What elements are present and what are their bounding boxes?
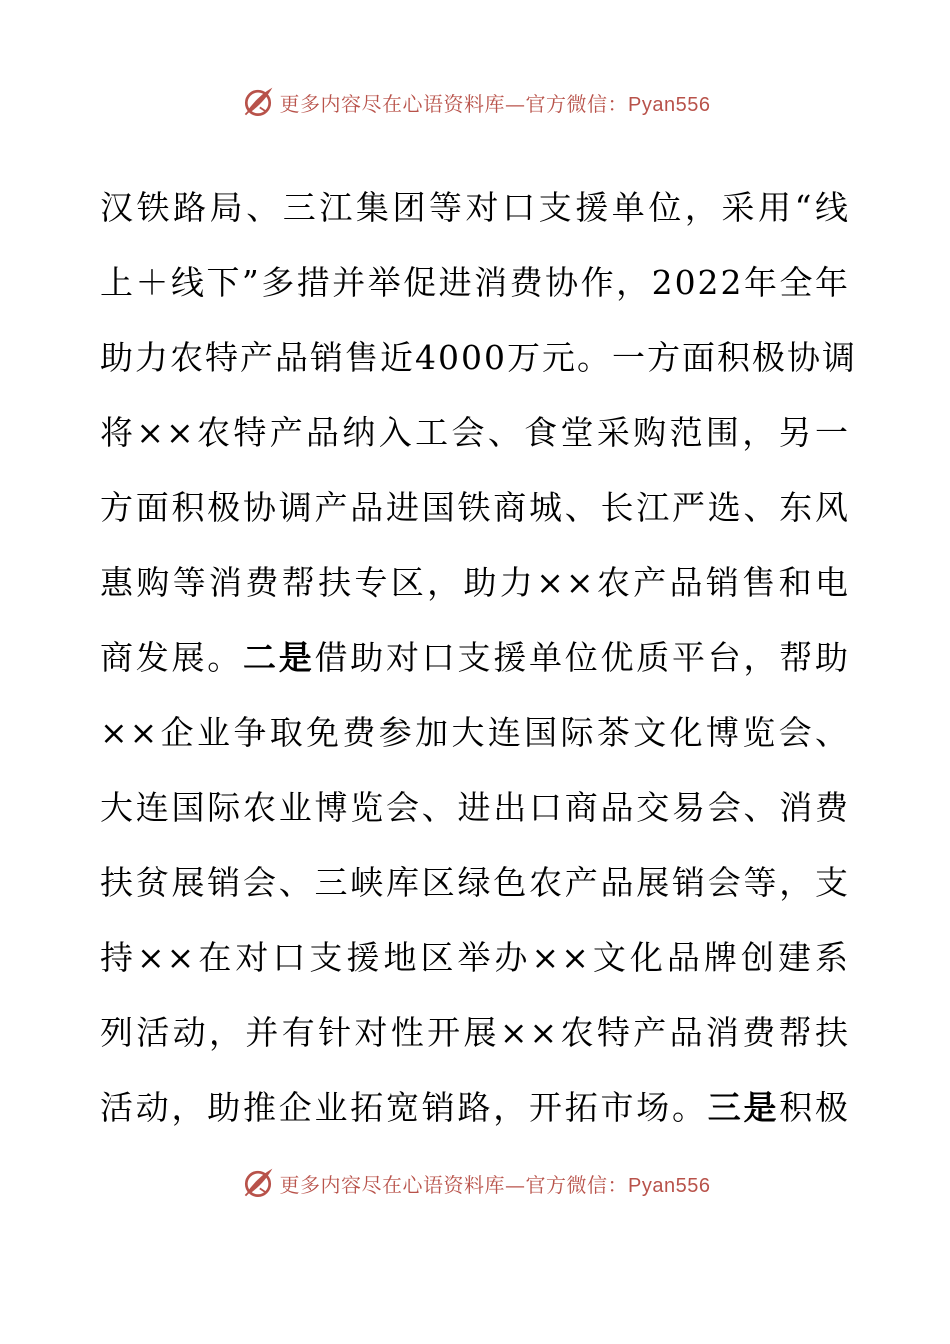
footer-banner-text	[280, 1169, 711, 1198]
quill-pen-logo-icon	[240, 1165, 276, 1201]
text-line-4	[100, 395, 850, 470]
text-line-6	[100, 545, 850, 620]
footer-banner-message: 更多内容尽在心语资料库—官方微信：	[279, 1172, 629, 1197]
text-line-13-part-3: 积极	[779, 1088, 850, 1127]
text-line-8-part-1: ××企业争取免费参加大连国际茶文化博览会、	[100, 713, 850, 752]
text-line-6-part-1: 惠购等消费帮扶专区，助力××农产品销售和电	[100, 563, 850, 602]
text-line-5	[100, 470, 850, 545]
footer-banner-contact: Pyan556	[628, 1174, 711, 1197]
text-line-1-part-1: 汉铁路局、三江集团等对口支援单位，采用“线	[100, 188, 850, 227]
text-line-7-part-1: 商发展。	[100, 638, 243, 677]
text-line-13-part-1: 活动，助推企业拓宽销路，开拓市场。	[100, 1088, 708, 1127]
text-line-8	[100, 695, 850, 770]
text-line-10-part-1: 扶贫展销会、三峡库区绿色农产品展销会等，支	[100, 863, 850, 902]
text-line-9-part-1: 大连国际农业博览会、进出口商品交易会、消费	[100, 788, 850, 827]
text-line-12	[100, 995, 850, 1070]
text-line-2	[100, 245, 850, 320]
section-marker-two: 二是	[243, 638, 315, 677]
text-line-7	[100, 620, 850, 695]
text-line-5-part-1: 方面积极协调产品进国铁商城、长江严选、东风	[100, 488, 850, 527]
section-marker-three: 三是	[707, 1088, 780, 1127]
text-line-11-part-1: 持××在对口支援地区举办××文化品牌创建系	[100, 938, 850, 977]
text-line-10	[100, 845, 850, 920]
header-banner-message: 更多内容尽在心语资料库—官方微信：	[279, 91, 629, 116]
text-line-7-part-3: 借助对口支援单位优质平台，帮助	[314, 638, 850, 677]
text-line-12-part-1: 列活动，并有针对性开展××农特产品消费帮扶	[100, 1013, 850, 1052]
quill-pen-logo-icon	[240, 84, 276, 120]
text-line-9	[100, 770, 850, 845]
footer-banner	[0, 1163, 950, 1203]
header-banner-text	[280, 88, 711, 117]
text-line-2-part-1: 上＋线下”多措并举促进消费协作，2022年全年	[100, 263, 850, 302]
header-banner	[0, 82, 950, 122]
text-line-13	[100, 1070, 850, 1145]
text-line-11	[100, 920, 850, 995]
text-line-3	[100, 320, 857, 395]
text-line-3-part-1: 助力农特产品销售近4000万元。一方面积极协调	[100, 338, 857, 377]
header-banner-contact: Pyan556	[628, 93, 711, 116]
text-line-4-part-1: 将××农特产品纳入工会、食堂采购范围，另一	[100, 413, 850, 452]
document-body	[100, 170, 857, 1145]
text-line-1	[100, 170, 850, 245]
